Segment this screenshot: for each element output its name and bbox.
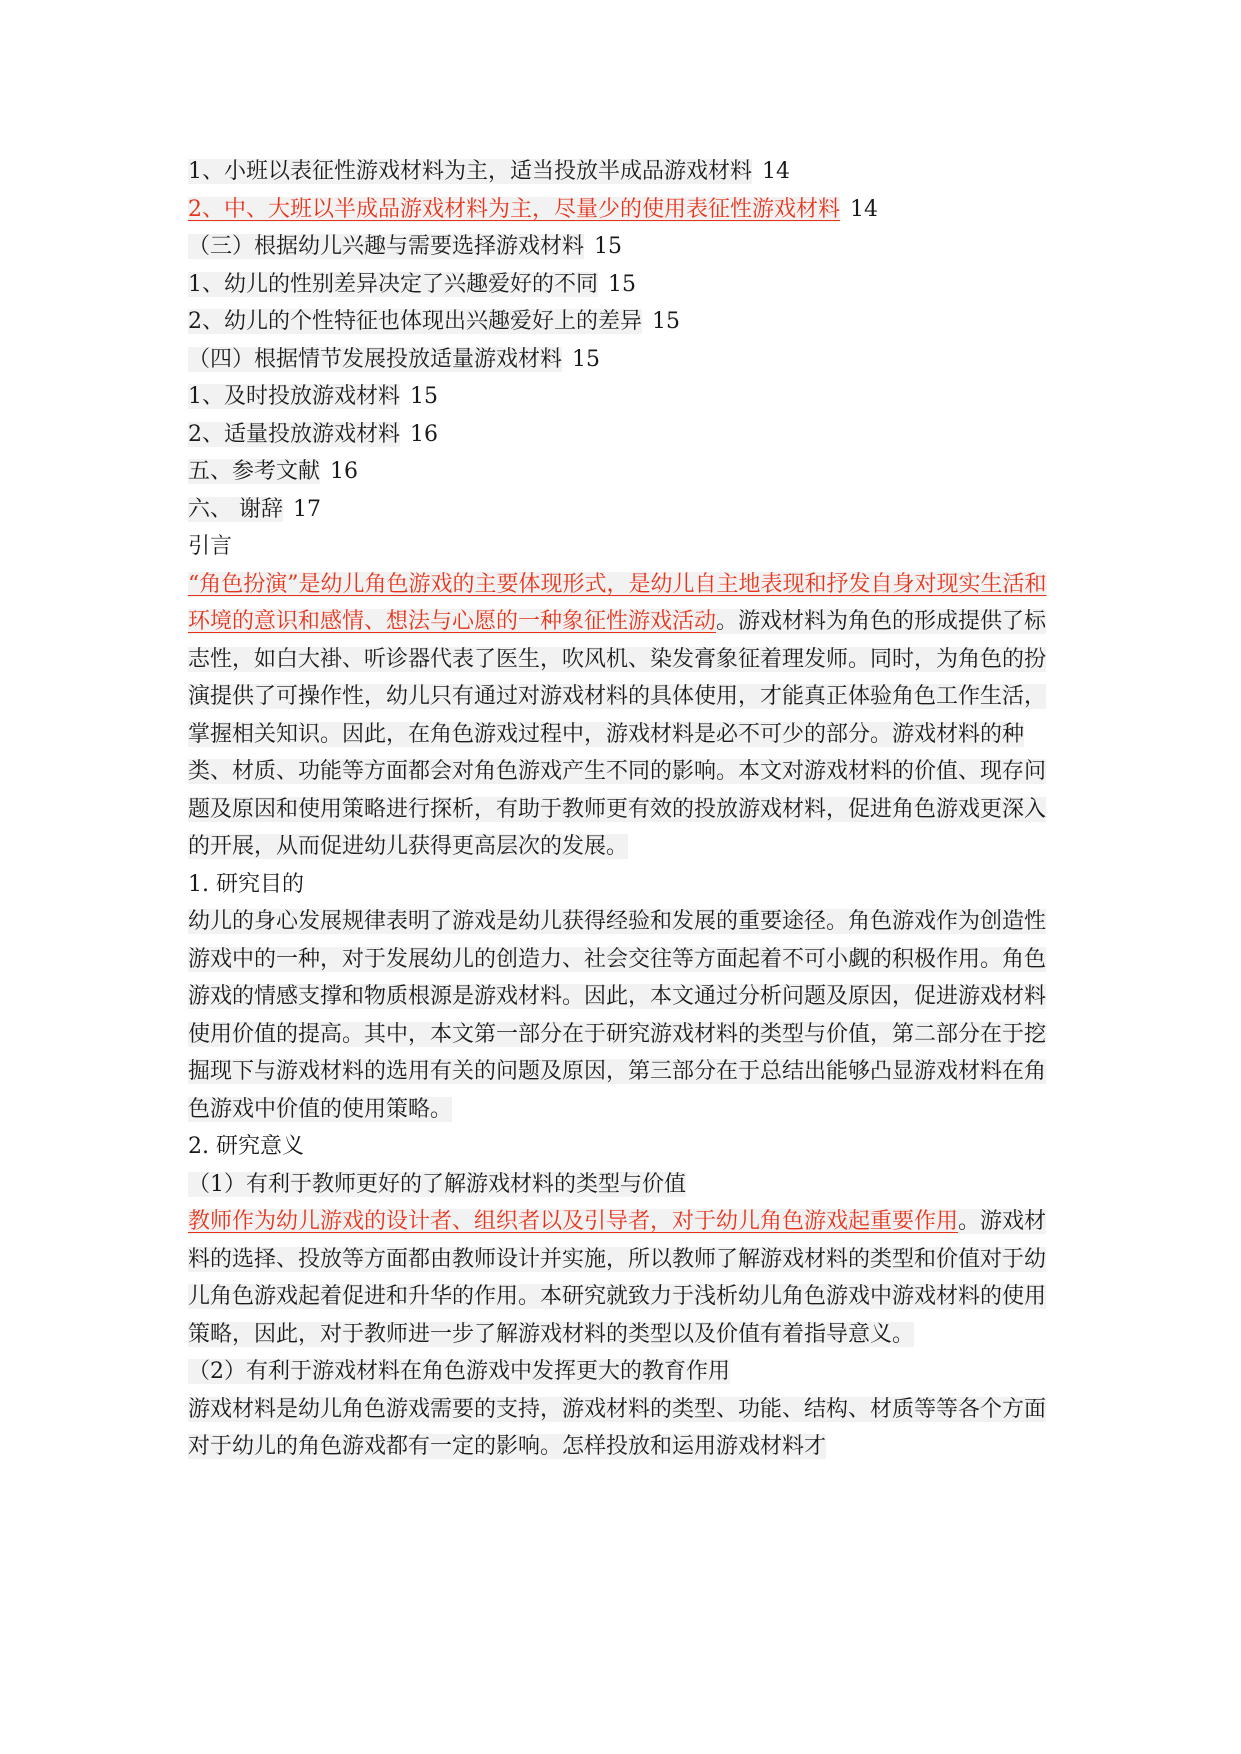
toc-entry-text: 1、及时投放游戏材料 bbox=[188, 384, 400, 409]
toc-entry-text: 2、适量投放游戏材料 bbox=[188, 421, 400, 447]
intro-highlight: “角色扮演”是幼儿角色游戏的主要体现形式，是幼儿自主地表现和抒发自身对现实生活和环境的意识和感情、想法与心愿的一种象征性游戏活动 bbox=[188, 571, 1047, 634]
toc-entry bbox=[188, 266, 1060, 304]
toc-entry bbox=[188, 153, 1060, 191]
toc-entry bbox=[188, 378, 1060, 416]
toc-page-number: 15 bbox=[608, 271, 636, 297]
toc-entry-text: 六、 谢辞 bbox=[188, 496, 283, 522]
toc-entry bbox=[188, 191, 1060, 229]
toc-entry-text: 2、中、大班以半成品游戏材料为主，尽量少的使用表征性游戏材料 bbox=[188, 196, 840, 222]
toc-page-number: 15 bbox=[652, 309, 680, 334]
toc-entry-text: 2、幼儿的个性特征也体现出兴趣爱好上的差异 bbox=[188, 309, 642, 334]
toc-entry bbox=[188, 303, 1060, 341]
document-content bbox=[188, 153, 1060, 1466]
intro-paragraph bbox=[188, 566, 1060, 866]
toc-entry bbox=[188, 416, 1060, 454]
significance-sub2-body: 游戏材料是幼儿角色游戏需要的支持，游戏材料的类型、功能、结构、材质等等各个方面对于幼儿的角色游戏都有一定的影响。怎样投放和运用游戏材料才 bbox=[188, 1396, 1047, 1459]
toc-entry bbox=[188, 491, 1060, 529]
toc-page-number: 15 bbox=[572, 346, 601, 372]
toc-entry-text: （四）根据情节发展投放适量游戏材料 bbox=[188, 346, 563, 372]
significance-sub1-body: 。游戏材料的选择、投放等方面都由教师设计并实施，所以教师了解游戏材料的类型和价值对于幼儿角色游戏起着促进和升华的作用。本研究就致力于浅析幼儿角色游戏中游戏材料的使用策略，因此，对于教师进一步了解游戏材料的类型以及价值有着指导意义。 bbox=[188, 1209, 1047, 1347]
significance-heading: 2. 研究意义 bbox=[188, 1134, 304, 1159]
toc-page-number: 16 bbox=[330, 459, 359, 484]
toc-entry-text: （三）根据幼儿兴趣与需要选择游戏材料 bbox=[188, 234, 585, 259]
significance-sub1-heading: （1）有利于教师更好的了解游戏材料的类型与价值 bbox=[188, 1171, 686, 1197]
toc-page-number: 15 bbox=[410, 384, 438, 409]
significance-sub1-highlight: 教师作为幼儿游戏的设计者、组织者以及引导者，对于幼儿角色游戏起重要作用 bbox=[188, 1209, 959, 1234]
toc-entry bbox=[188, 453, 1060, 491]
toc-entry-text: 五、参考文献 bbox=[188, 459, 321, 484]
toc-page-number: 14 bbox=[850, 196, 878, 222]
purpose-paragraph bbox=[188, 903, 1060, 1128]
intro-body: 。游戏材料为角色的形成提供了标志性，如白大褂、听诊器代表了医生，吹风机、染发膏象征着理发师。同时，为角色的扮演提供了可操作性，幼儿只有通过对游戏材料的具体使用，才能真正体验角色工作生活，掌握相关知识。因此，在角色游戏过程中，游戏材料是必不可少的部分。游戏材料的种类、材质、功能等方面都会对角色游戏产生不同的影响。本文对游戏材料的价值、现存问题及原因和使用策略进行探析，有助于教师更有效的投放游戏材料，促进角色游戏更深入的开展，从而促进幼儿获得更高层次的发展。 bbox=[188, 609, 1047, 859]
purpose-body: 幼儿的身心发展规律表明了游戏是幼儿获得经验和发展的重要途径。角色游戏作为创造性游戏中的一种，对于发展幼儿的创造力、社会交往等方面起着不可小觑的积极作用。角色游戏的情感支撑和物质根源是游戏材料。因此，本文通过分析问题及原因，促进游戏材料使用价值的提高。其中，本文第一部分在于研究游戏材料的类型与价值，第二部分在于挖掘现下与游戏材料的选用有关的问题及原因，第三部分在于总结出能够凸显游戏材料在角色游戏中价值的使用策略。 bbox=[188, 909, 1047, 1122]
intro-heading: 引言 bbox=[188, 534, 233, 559]
toc-entry-text: 1、小班以表征性游戏材料为主，适当投放半成品游戏材料 bbox=[188, 159, 752, 184]
toc-entry bbox=[188, 228, 1060, 266]
toc-entry-text: 1、幼儿的性别差异决定了兴趣爱好的不同 bbox=[188, 271, 598, 297]
toc-entry bbox=[188, 341, 1060, 379]
toc-page-number: 17 bbox=[293, 496, 321, 522]
significance-sub1-paragraph bbox=[188, 1203, 1060, 1353]
toc-page-number: 15 bbox=[594, 234, 623, 259]
toc-page-number: 16 bbox=[410, 421, 438, 447]
significance-sub2-paragraph bbox=[188, 1391, 1060, 1466]
toc-page-number: 14 bbox=[762, 159, 790, 184]
significance-sub2-heading: （2）有利于游戏材料在角色游戏中发挥更大的教育作用 bbox=[188, 1359, 730, 1384]
purpose-heading: 1. 研究目的 bbox=[188, 871, 304, 897]
